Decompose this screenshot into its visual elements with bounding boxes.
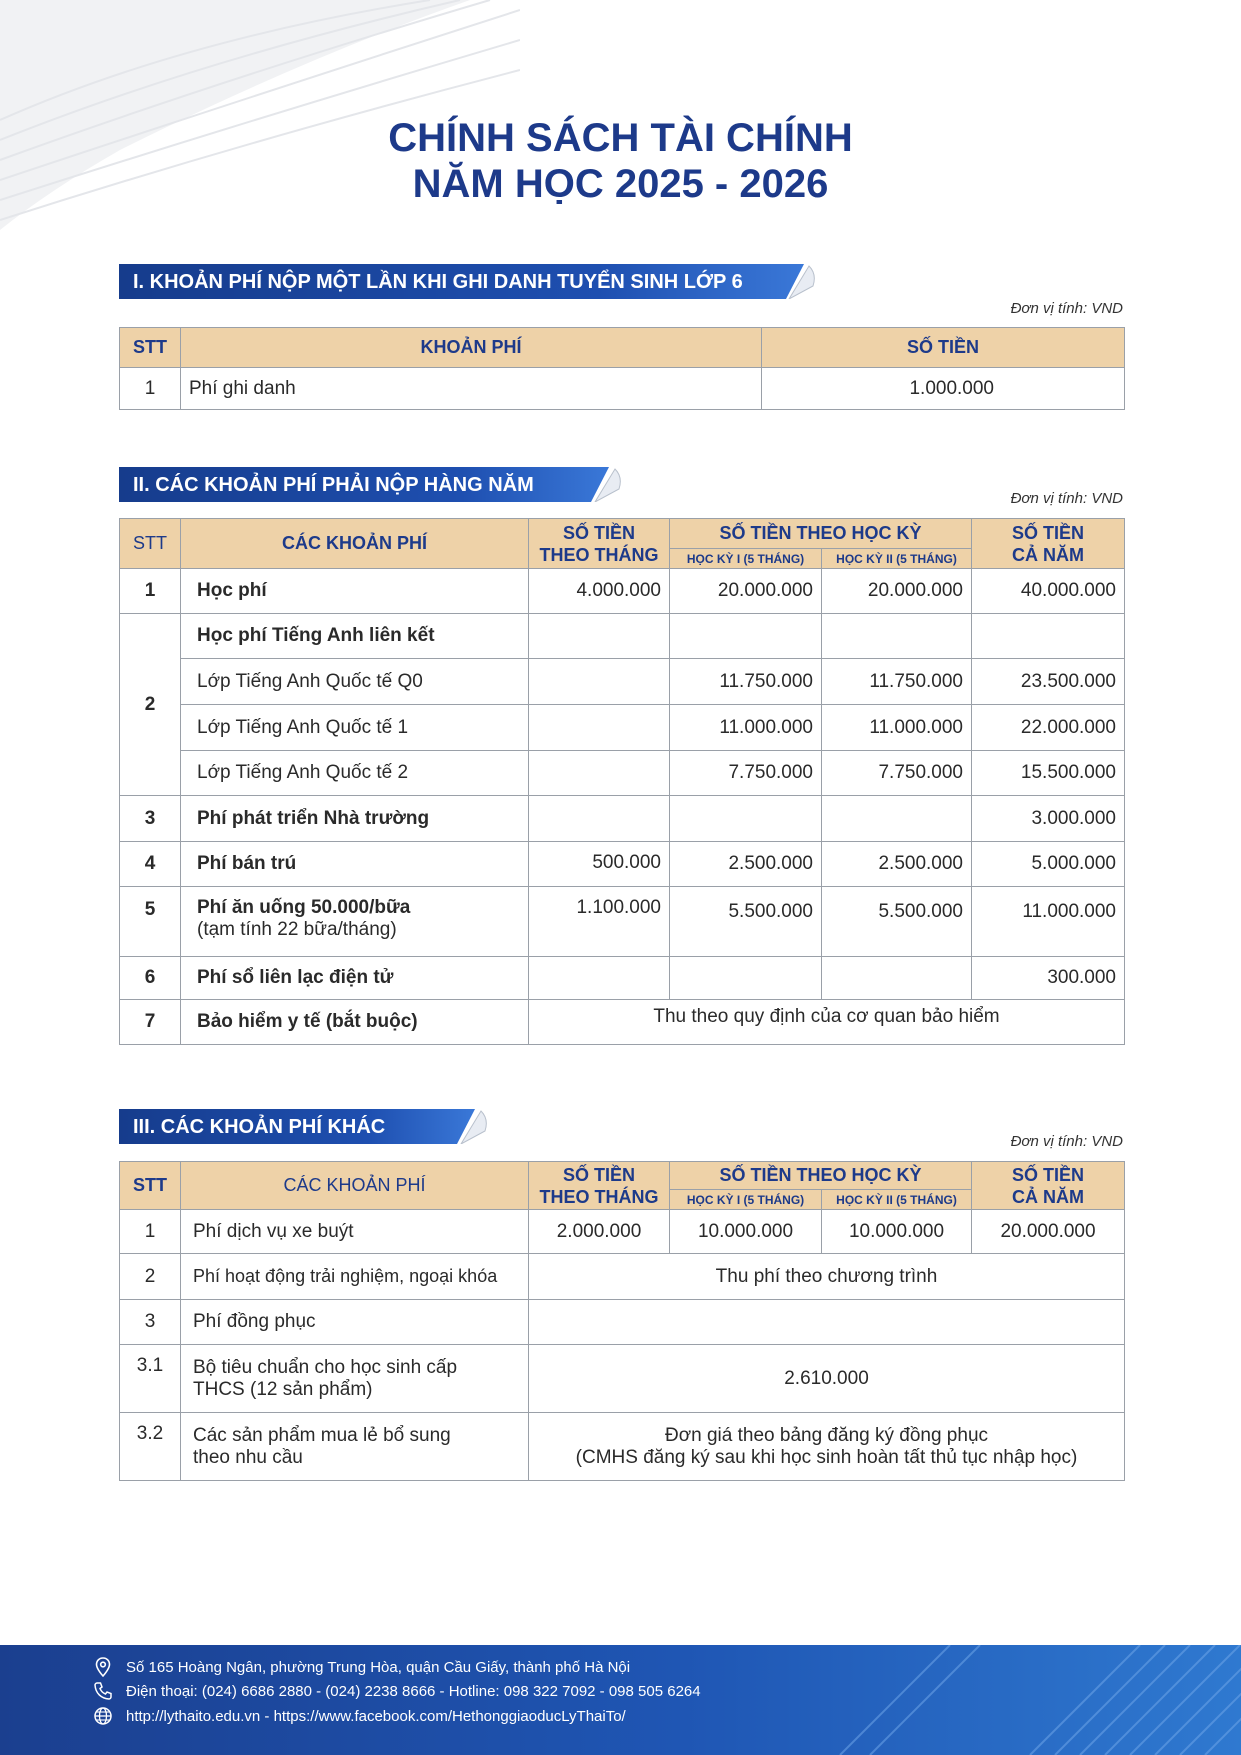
header-year-line-2: CẢ NĂM bbox=[1012, 544, 1084, 565]
header-fee: KHOẢN PHÍ bbox=[181, 328, 762, 368]
cell-monthly bbox=[529, 705, 670, 751]
merged-line-1: Đơn giá theo bảng đăng ký đồng phục bbox=[664, 1424, 989, 1446]
table-row bbox=[120, 887, 1125, 957]
header-monthly-line-2: THEO THÁNG bbox=[539, 544, 659, 565]
footer-contact-bar bbox=[0, 1645, 1241, 1755]
cell-fee-name: Học phí bbox=[181, 569, 529, 614]
cell-fee-name: Phí đồng phục bbox=[181, 1300, 529, 1345]
cell-merged-note: Thu phí theo chương trình bbox=[529, 1254, 1125, 1300]
table-row bbox=[120, 705, 1125, 751]
page-curl-icon bbox=[787, 264, 821, 299]
cell-stt: 2 bbox=[120, 614, 181, 796]
cell-sem1 bbox=[670, 957, 822, 1000]
cell-fee-name: Phí bán trú bbox=[181, 842, 529, 887]
cell-amount: 1.000.000 bbox=[762, 368, 1125, 410]
table-row bbox=[120, 569, 1125, 614]
cell-year: 20.000.000 bbox=[972, 1210, 1125, 1254]
cell-sem1 bbox=[670, 614, 822, 659]
table-header-row bbox=[120, 1162, 1125, 1190]
cell-merged-note bbox=[529, 1300, 1125, 1345]
cell-monthly: 1.100.000 bbox=[529, 887, 670, 957]
cell-sem1: 2.500.000 bbox=[670, 842, 822, 887]
table-row bbox=[120, 1345, 1125, 1413]
footer-stripes-decoration bbox=[780, 1645, 1241, 1755]
header-stt: STT bbox=[120, 1162, 181, 1210]
cell-fee-name bbox=[181, 1345, 529, 1413]
cell-monthly: 2.000.000 bbox=[529, 1210, 670, 1254]
page-curl-icon bbox=[593, 467, 627, 502]
section-2-title: II. CÁC KHOẢN PHÍ PHẢI NỘP HÀNG NĂM bbox=[133, 474, 534, 496]
header-monthly-line-2: THEO THÁNG bbox=[539, 1186, 659, 1207]
cell-fee-name bbox=[181, 1413, 529, 1481]
cell-fee-name: Lớp Tiếng Anh Quốc tế 1 bbox=[181, 705, 529, 751]
footer-phone: Điện thoại: (024) 6686 2880 - (024) 2238 8666 - Hotline: 098 322 7092 - 098 505 6264 bbox=[126, 1683, 701, 1700]
header-monthly-line-1: SỐ TIỀN bbox=[562, 1164, 635, 1185]
section-3-table bbox=[119, 1161, 1125, 1481]
cell-stt: 1 bbox=[120, 368, 181, 410]
fee-name-line-1: Các sản phẩm mua lẻ bổ sung bbox=[193, 1424, 451, 1446]
table-row bbox=[120, 751, 1125, 796]
title-line-1: CHÍNH SÁCH TÀI CHÍNH bbox=[388, 116, 853, 160]
cell-sem2: 20.000.000 bbox=[822, 569, 972, 614]
cell-year: 40.000.000 bbox=[972, 569, 1125, 614]
unit-label: Đơn vị tính: VND bbox=[1010, 1133, 1123, 1150]
table-row bbox=[120, 1413, 1125, 1481]
header-monthly-line-1: SỐ TIỀN bbox=[562, 522, 635, 543]
section-1-title: I. KHOẢN PHÍ NỘP MỘT LẦN KHI GHI DANH TUYỂN SINH LỚP 6 bbox=[133, 271, 743, 293]
cell-sem2: 5.500.000 bbox=[822, 887, 972, 957]
fee-name-line: Phí ăn uống 50.000/bữa bbox=[197, 897, 411, 918]
table-header-row bbox=[120, 519, 1125, 549]
header-year bbox=[972, 1162, 1125, 1210]
header-monthly bbox=[529, 1162, 670, 1210]
footer-address: Số 165 Hoàng Ngân, phường Trung Hòa, quận Cầu Giấy, thành phố Hà Nội bbox=[126, 1659, 631, 1676]
table-header-row bbox=[120, 328, 1125, 368]
table-row bbox=[120, 614, 1125, 659]
cell-merged-note bbox=[529, 1413, 1125, 1481]
cell-sem2 bbox=[822, 957, 972, 1000]
cell-year: 3.000.000 bbox=[972, 796, 1125, 842]
cell-sem1: 5.500.000 bbox=[670, 887, 822, 957]
header-year-line-1: SỐ TIỀN bbox=[1011, 522, 1084, 543]
table-row bbox=[120, 659, 1125, 705]
cell-sem2: 11.000.000 bbox=[822, 705, 972, 751]
header-amount: SỐ TIỀN bbox=[762, 328, 1125, 368]
cell-monthly bbox=[529, 659, 670, 705]
header-fee: CÁC KHOẢN PHÍ bbox=[181, 519, 529, 569]
header-fee: CÁC KHOẢN PHÍ bbox=[181, 1162, 529, 1210]
cell-stt: 3.2 bbox=[120, 1413, 181, 1481]
table-row bbox=[120, 1000, 1125, 1045]
table-row bbox=[120, 1210, 1125, 1254]
cell-stt: 7 bbox=[120, 1000, 181, 1045]
cell-stt: 1 bbox=[120, 569, 181, 614]
cell-sem1: 11.750.000 bbox=[670, 659, 822, 705]
header-monthly bbox=[529, 519, 670, 569]
cell-fee-name: Phí sổ liên lạc điện tử bbox=[181, 957, 529, 1000]
header-sem2: HỌC KỲ II (5 THÁNG) bbox=[822, 549, 972, 569]
fee-note: (tạm tính 22 bữa/tháng) bbox=[197, 919, 397, 940]
cell-stt: 4 bbox=[120, 842, 181, 887]
cell-monthly bbox=[529, 957, 670, 1000]
page-title bbox=[0, 115, 1241, 207]
cell-stt: 3 bbox=[120, 1300, 181, 1345]
table-row bbox=[120, 368, 1125, 410]
table-row bbox=[120, 842, 1125, 887]
header-stt: STT bbox=[120, 519, 181, 569]
cell-merged-note: 2.610.000 bbox=[529, 1345, 1125, 1413]
title-line-2: NĂM HỌC 2025 - 2026 bbox=[412, 162, 829, 206]
fee-name-line-2: THCS (12 sản phẩm) bbox=[193, 1378, 373, 1400]
page-curl-icon bbox=[459, 1109, 493, 1144]
cell-fee-name: Phí phát triển Nhà trường bbox=[181, 796, 529, 842]
unit-label: Đơn vị tính: VND bbox=[1010, 300, 1123, 317]
cell-sem1: 20.000.000 bbox=[670, 569, 822, 614]
header-year bbox=[972, 519, 1125, 569]
cell-stt: 3 bbox=[120, 796, 181, 842]
cell-sem1: 7.750.000 bbox=[670, 751, 822, 796]
cell-year: 11.000.000 bbox=[972, 887, 1125, 957]
footer-website[interactable]: http://lythaito.edu.vn - https://www.facebook.com/HethonggiaoducLyThaiTo/ bbox=[126, 1708, 626, 1725]
cell-fee-name bbox=[181, 887, 529, 957]
fee-name-line-1: Bộ tiêu chuẩn cho học sinh cấp bbox=[193, 1356, 458, 1378]
unit-label: Đơn vị tính: VND bbox=[1010, 490, 1123, 507]
cell-stt: 3.1 bbox=[120, 1345, 181, 1413]
cell-year bbox=[972, 614, 1125, 659]
cell-fee-name: Lớp Tiếng Anh Quốc tế Q0 bbox=[181, 659, 529, 705]
cell-year: 23.500.000 bbox=[972, 659, 1125, 705]
globe-icon bbox=[93, 1706, 113, 1726]
header-sem1: HỌC KỲ I (5 THÁNG) bbox=[670, 1190, 822, 1210]
table-row bbox=[120, 1254, 1125, 1300]
header-sem1: HỌC KỲ I (5 THÁNG) bbox=[670, 549, 822, 569]
cell-year: 15.500.000 bbox=[972, 751, 1125, 796]
cell-monthly: 4.000.000 bbox=[529, 569, 670, 614]
cell-sem1: 10.000.000 bbox=[670, 1210, 822, 1254]
cell-fee-name: Phí dịch vụ xe buýt bbox=[181, 1210, 529, 1254]
header-semester: SỐ TIỀN THEO HỌC KỲ bbox=[670, 1162, 972, 1190]
header-year-line-1: SỐ TIỀN bbox=[1011, 1164, 1084, 1185]
cell-monthly bbox=[529, 751, 670, 796]
table-row bbox=[120, 957, 1125, 1000]
cell-sem2: 7.750.000 bbox=[822, 751, 972, 796]
cell-sem2: 11.750.000 bbox=[822, 659, 972, 705]
cell-fee-name: Phí hoạt động trải nghiệm, ngoại khóa bbox=[181, 1254, 529, 1300]
cell-fee-name: Phí ghi danh bbox=[181, 368, 762, 410]
cell-sem1: 11.000.000 bbox=[670, 705, 822, 751]
cell-fee-name: Bảo hiểm y tế (bắt buộc) bbox=[181, 1000, 529, 1045]
table-row bbox=[120, 1300, 1125, 1345]
cell-stt: 5 bbox=[120, 887, 181, 957]
cell-sem2: 10.000.000 bbox=[822, 1210, 972, 1254]
section-3-title: III. CÁC KHOẢN PHÍ KHÁC bbox=[133, 1116, 386, 1138]
cell-merged-note: Thu theo quy định của cơ quan bảo hiểm bbox=[529, 1000, 1125, 1045]
cell-monthly: 500.000 bbox=[529, 842, 670, 887]
section-1-table bbox=[119, 327, 1125, 410]
cell-sem2: 2.500.000 bbox=[822, 842, 972, 887]
cell-stt: 2 bbox=[120, 1254, 181, 1300]
cell-fee-name: Học phí Tiếng Anh liên kết bbox=[181, 614, 529, 659]
header-sem2: HỌC KỲ II (5 THÁNG) bbox=[822, 1190, 972, 1210]
phone-icon bbox=[93, 1681, 113, 1701]
cell-monthly bbox=[529, 614, 670, 659]
cell-year: 300.000 bbox=[972, 957, 1125, 1000]
header-stt: STT bbox=[120, 328, 181, 368]
cell-sem2 bbox=[822, 796, 972, 842]
cell-year: 22.000.000 bbox=[972, 705, 1125, 751]
cell-stt: 6 bbox=[120, 957, 181, 1000]
table-row bbox=[120, 796, 1125, 842]
fee-name-line-2: theo nhu cầu bbox=[193, 1446, 303, 1468]
header-year-line-2: CẢ NĂM bbox=[1012, 1186, 1084, 1207]
cell-sem1 bbox=[670, 796, 822, 842]
cell-monthly bbox=[529, 796, 670, 842]
cell-year: 5.000.000 bbox=[972, 842, 1125, 887]
cell-sem2 bbox=[822, 614, 972, 659]
merged-line-2: (CMHS đăng ký sau khi học sinh hoàn tất thủ tục nhập học) bbox=[575, 1446, 1078, 1468]
header-semester: SỐ TIỀN THEO HỌC KỲ bbox=[670, 519, 972, 549]
cell-fee-name: Lớp Tiếng Anh Quốc tế 2 bbox=[181, 751, 529, 796]
cell-stt: 1 bbox=[120, 1210, 181, 1254]
section-2-table bbox=[119, 518, 1125, 1045]
map-pin-icon bbox=[93, 1657, 113, 1677]
